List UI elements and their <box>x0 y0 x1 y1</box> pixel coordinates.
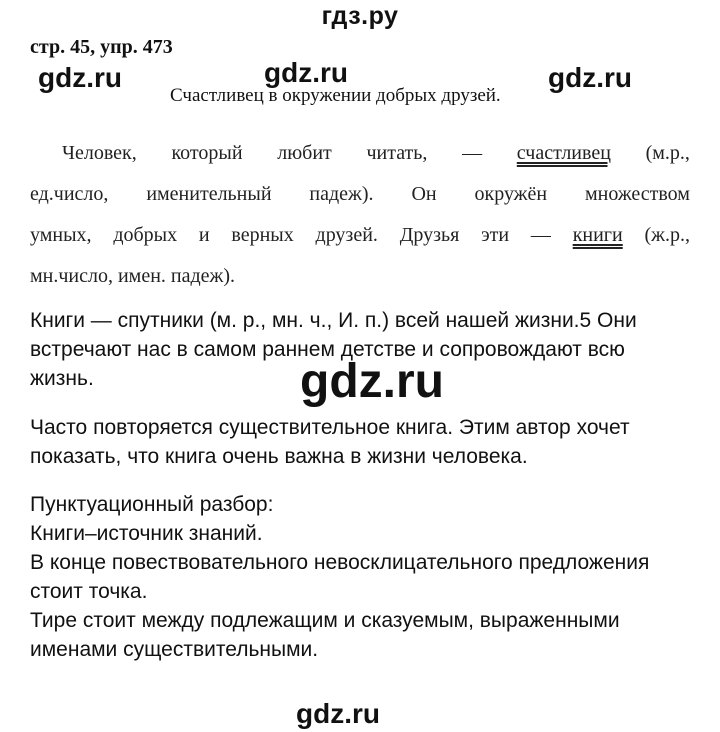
text-line: стоит точка. <box>30 580 148 603</box>
text-line: Пунктуационный разбор: <box>30 493 274 516</box>
watermark: gdz.ru <box>38 62 122 93</box>
watermark: gdz.ru <box>296 698 380 729</box>
watermark: gdz.ru <box>300 355 444 408</box>
subject-underlined: книги <box>572 224 623 246</box>
text-line: именами существительными. <box>30 638 319 661</box>
paragraph-analysis <box>30 133 690 297</box>
subject-underlined: счастливец <box>516 142 611 164</box>
text-line: Книги–источник знаний. <box>30 522 263 545</box>
text-line: жизнь. <box>30 367 94 390</box>
watermark: gdz.ru <box>548 62 632 93</box>
text-line: умных, добрых и верных друзей. Друзья эти — книги (ж.р., <box>30 215 690 256</box>
text-line: В конце повествовательного невосклицательного предложения <box>30 551 650 574</box>
paragraph-punctuation <box>30 490 649 664</box>
text-line: ед.число, именительный падеж). Он окружён множеством <box>30 183 690 205</box>
paragraph-author-intent <box>30 413 630 471</box>
exercise-title: Счастливец в окружении добрых друзей. <box>170 85 501 106</box>
text-line: встречают нас в самом раннем детстве и сопровождают всю <box>30 338 625 361</box>
text-line: Тире стоит между подлежащим и сказуемым, выраженными <box>30 609 620 632</box>
text-line: Книги — спутники (м. р., мн. ч., И. п.) всей нашей жизни.5 Они <box>30 309 637 332</box>
site-header[interactable]: гдз.ру <box>321 2 399 30</box>
text-line: Человек, который любит читать, — счастливец (м.р., <box>30 133 690 174</box>
text-line: мн.число, имен. падеж). <box>30 265 236 287</box>
watermark: gdz.ru <box>264 57 348 88</box>
page-reference: стр. 45, упр. 473 <box>30 36 173 58</box>
text-line: Часто повторяется существительное книга. Этим автор хочет <box>30 416 630 439</box>
text-line: показать, что книга очень важна в жизни человека. <box>30 445 528 468</box>
